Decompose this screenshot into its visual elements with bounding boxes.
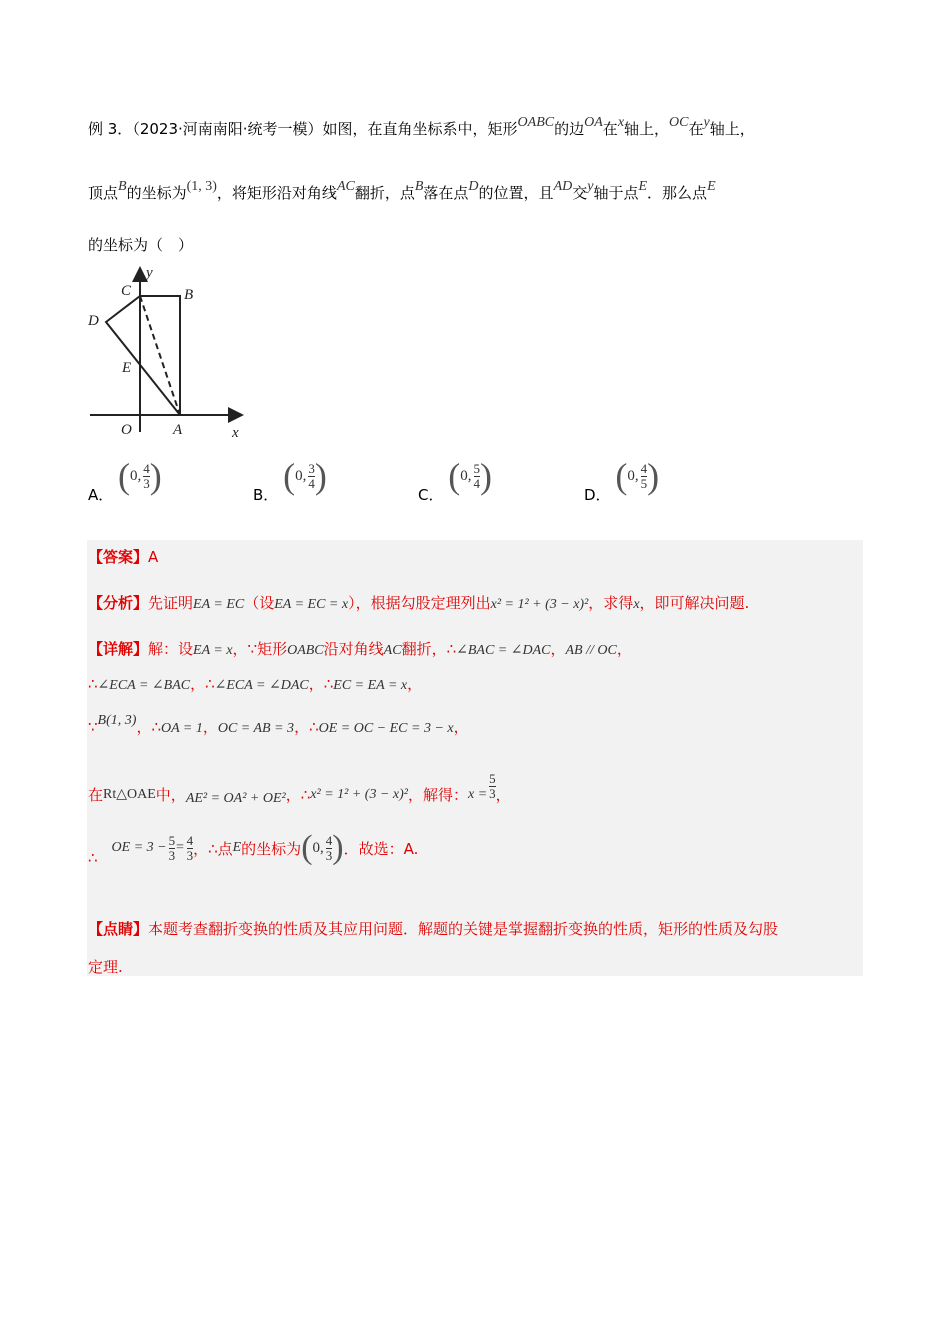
text: ，解得： bbox=[407, 786, 468, 804]
math: y bbox=[587, 179, 594, 194]
math: B(1, 3) bbox=[97, 713, 137, 728]
text: 顶点 bbox=[88, 184, 119, 202]
geometry-figure bbox=[86, 262, 256, 444]
text: ，∴点 bbox=[193, 839, 233, 858]
option-value: ( 0, $\frac{3}{4}$ ) bbox=[283, 456, 327, 496]
option-value: ( 0, $\frac{5}{4}$ ) bbox=[448, 456, 493, 496]
text: ∵ bbox=[88, 718, 98, 736]
label-y: y bbox=[146, 265, 153, 281]
label-x: x bbox=[232, 425, 239, 441]
detail-line-5 bbox=[88, 830, 418, 866]
detail-line-1 bbox=[88, 638, 632, 659]
math: E bbox=[638, 179, 648, 194]
text: ， bbox=[550, 640, 566, 658]
text: 中， bbox=[155, 786, 186, 804]
math: OABC bbox=[287, 643, 324, 658]
problem-label: 例 3． bbox=[88, 120, 133, 138]
answer-tag: 【答案】 bbox=[88, 548, 149, 566]
math: E bbox=[232, 840, 242, 855]
math: B bbox=[414, 179, 424, 194]
point-e-value: ( 0, $\frac{4}{3}$ ) bbox=[301, 829, 344, 866]
analysis-line bbox=[88, 592, 749, 613]
math: OC = AB = 3 bbox=[217, 721, 295, 736]
math: B bbox=[118, 179, 127, 194]
option-letter: D． bbox=[584, 486, 611, 504]
math: AE² = OA² + OE² bbox=[185, 790, 286, 806]
text: ， bbox=[202, 718, 218, 736]
option-value: ( 0, $\frac{4}{3}$ ) bbox=[118, 456, 162, 496]
text: ， bbox=[495, 786, 511, 804]
fraction: $\frac{4}{3}$ bbox=[186, 832, 194, 863]
math: x = bbox=[467, 786, 488, 802]
text: 如图，在直角坐标系中，矩形 bbox=[322, 120, 518, 138]
option-letter: A． bbox=[88, 486, 114, 504]
text: 在 bbox=[88, 786, 104, 804]
text: 解：设 bbox=[148, 640, 194, 658]
problem-line-3: 的坐标为（ ） bbox=[88, 236, 194, 254]
math: ∠BAC = ∠DAC bbox=[456, 643, 551, 658]
label-e: E bbox=[122, 360, 132, 376]
math: x² = 1² + (3 − x)² bbox=[490, 597, 589, 612]
text: ，将矩形沿对角线 bbox=[216, 184, 337, 202]
detail-line-2 bbox=[88, 673, 422, 694]
text: ，∴ bbox=[136, 718, 161, 736]
math: y bbox=[703, 115, 710, 130]
math: OA bbox=[584, 115, 603, 130]
text: 在 bbox=[602, 120, 618, 138]
option-letter: B． bbox=[253, 486, 279, 504]
text: ．故选：A. bbox=[343, 839, 419, 858]
text: 本题考查翻折变换的性质及其应用问题．解题的关键是掌握翻折变换的性质，矩形的性质及勾股 bbox=[148, 920, 779, 938]
detail-line-4 bbox=[88, 771, 511, 806]
math: AC bbox=[383, 643, 402, 658]
math: OE = OC − EC = 3 − x bbox=[318, 721, 454, 736]
option-letter: C． bbox=[418, 486, 444, 504]
problem-line-1 bbox=[88, 115, 755, 139]
text: ，∴ bbox=[190, 675, 215, 693]
option-c[interactable] bbox=[418, 456, 493, 504]
text: 交 bbox=[572, 184, 588, 202]
folded-triangle bbox=[106, 296, 180, 415]
text: （设 bbox=[244, 594, 275, 612]
text: ， bbox=[407, 675, 423, 693]
math: x² = 1² + (3 − x)² bbox=[310, 786, 408, 802]
text: 轴上， bbox=[624, 120, 670, 138]
text: ，求得 bbox=[588, 594, 634, 612]
fraction: $\frac{5}{3}$ bbox=[489, 771, 496, 801]
text: 沿对角线 bbox=[323, 640, 384, 658]
math: (1, 3) bbox=[186, 179, 217, 194]
math: OABC bbox=[517, 115, 555, 130]
math: AD bbox=[553, 179, 573, 194]
math: E bbox=[707, 179, 716, 194]
math: EA = x bbox=[193, 643, 233, 658]
text: ．那么点 bbox=[647, 184, 708, 202]
text: ∴ bbox=[88, 849, 98, 867]
math: OA = 1 bbox=[160, 721, 203, 736]
option-a[interactable] bbox=[88, 456, 162, 504]
math: ∠ECA = ∠BAC bbox=[97, 678, 191, 693]
math: Rt△OAE bbox=[103, 787, 156, 802]
text: 先证明 bbox=[148, 594, 194, 612]
text: ），根据勾股定理列出 bbox=[348, 594, 491, 612]
text: 翻折，∴ bbox=[401, 640, 457, 658]
answer-line bbox=[88, 546, 158, 567]
label-o: O bbox=[121, 422, 132, 438]
math: D bbox=[468, 179, 479, 194]
math: EA = EC = x bbox=[274, 597, 349, 612]
problem-source: （2023·河南南阳·统考一模） bbox=[132, 120, 323, 138]
answer-value: A bbox=[148, 548, 159, 566]
text: 的坐标为 bbox=[126, 184, 187, 202]
label-c: C bbox=[121, 283, 132, 299]
text: 的坐标为 bbox=[241, 839, 302, 858]
math: OC bbox=[669, 115, 689, 130]
math: EA = EC bbox=[193, 597, 245, 612]
math: AB // OC bbox=[565, 643, 617, 658]
text: ，∴ bbox=[294, 718, 319, 736]
detail-tag: 【详解】 bbox=[88, 640, 149, 658]
text: 的位置，且 bbox=[478, 184, 554, 202]
fraction: $\frac{5}{3}$ bbox=[168, 832, 176, 863]
diagonal-ac bbox=[140, 296, 180, 415]
math: AC bbox=[336, 179, 355, 194]
text: ，∵矩形 bbox=[232, 640, 288, 658]
math: x bbox=[633, 597, 640, 612]
comment-tag: 【点睛】 bbox=[88, 920, 149, 938]
text: ，即可解决问题. bbox=[639, 594, 750, 612]
label-a: A bbox=[173, 422, 183, 438]
math: EC = EA = x bbox=[333, 678, 408, 693]
text: ，∴ bbox=[308, 675, 334, 693]
text: ， bbox=[616, 640, 632, 658]
math: = bbox=[175, 840, 185, 855]
option-value: ( 0, $\frac{4}{5}$ ) bbox=[615, 456, 660, 496]
math: x bbox=[617, 115, 625, 130]
text: ∴ bbox=[88, 675, 98, 693]
text: 落在点 bbox=[423, 184, 469, 202]
math: ∠ECA = ∠DAC bbox=[214, 678, 309, 693]
detail-line-3 bbox=[88, 713, 469, 737]
text: 的边 bbox=[554, 120, 585, 138]
math: OE = 3 − bbox=[111, 840, 167, 855]
text: 在 bbox=[688, 120, 704, 138]
analysis-tag: 【分析】 bbox=[88, 594, 149, 612]
label-d: D bbox=[88, 313, 99, 329]
text: ， bbox=[453, 718, 469, 736]
text: 翻折，点 bbox=[354, 184, 415, 202]
text: 轴于点 bbox=[593, 184, 639, 202]
text: 轴上， bbox=[709, 120, 755, 138]
comment-line-2: 定理. bbox=[88, 958, 123, 976]
option-d[interactable] bbox=[584, 456, 660, 504]
label-b: B bbox=[184, 287, 194, 303]
problem-line-2 bbox=[88, 179, 716, 203]
option-b[interactable] bbox=[253, 456, 327, 504]
comment-line-1 bbox=[88, 918, 778, 939]
text: ，∴ bbox=[285, 786, 311, 804]
